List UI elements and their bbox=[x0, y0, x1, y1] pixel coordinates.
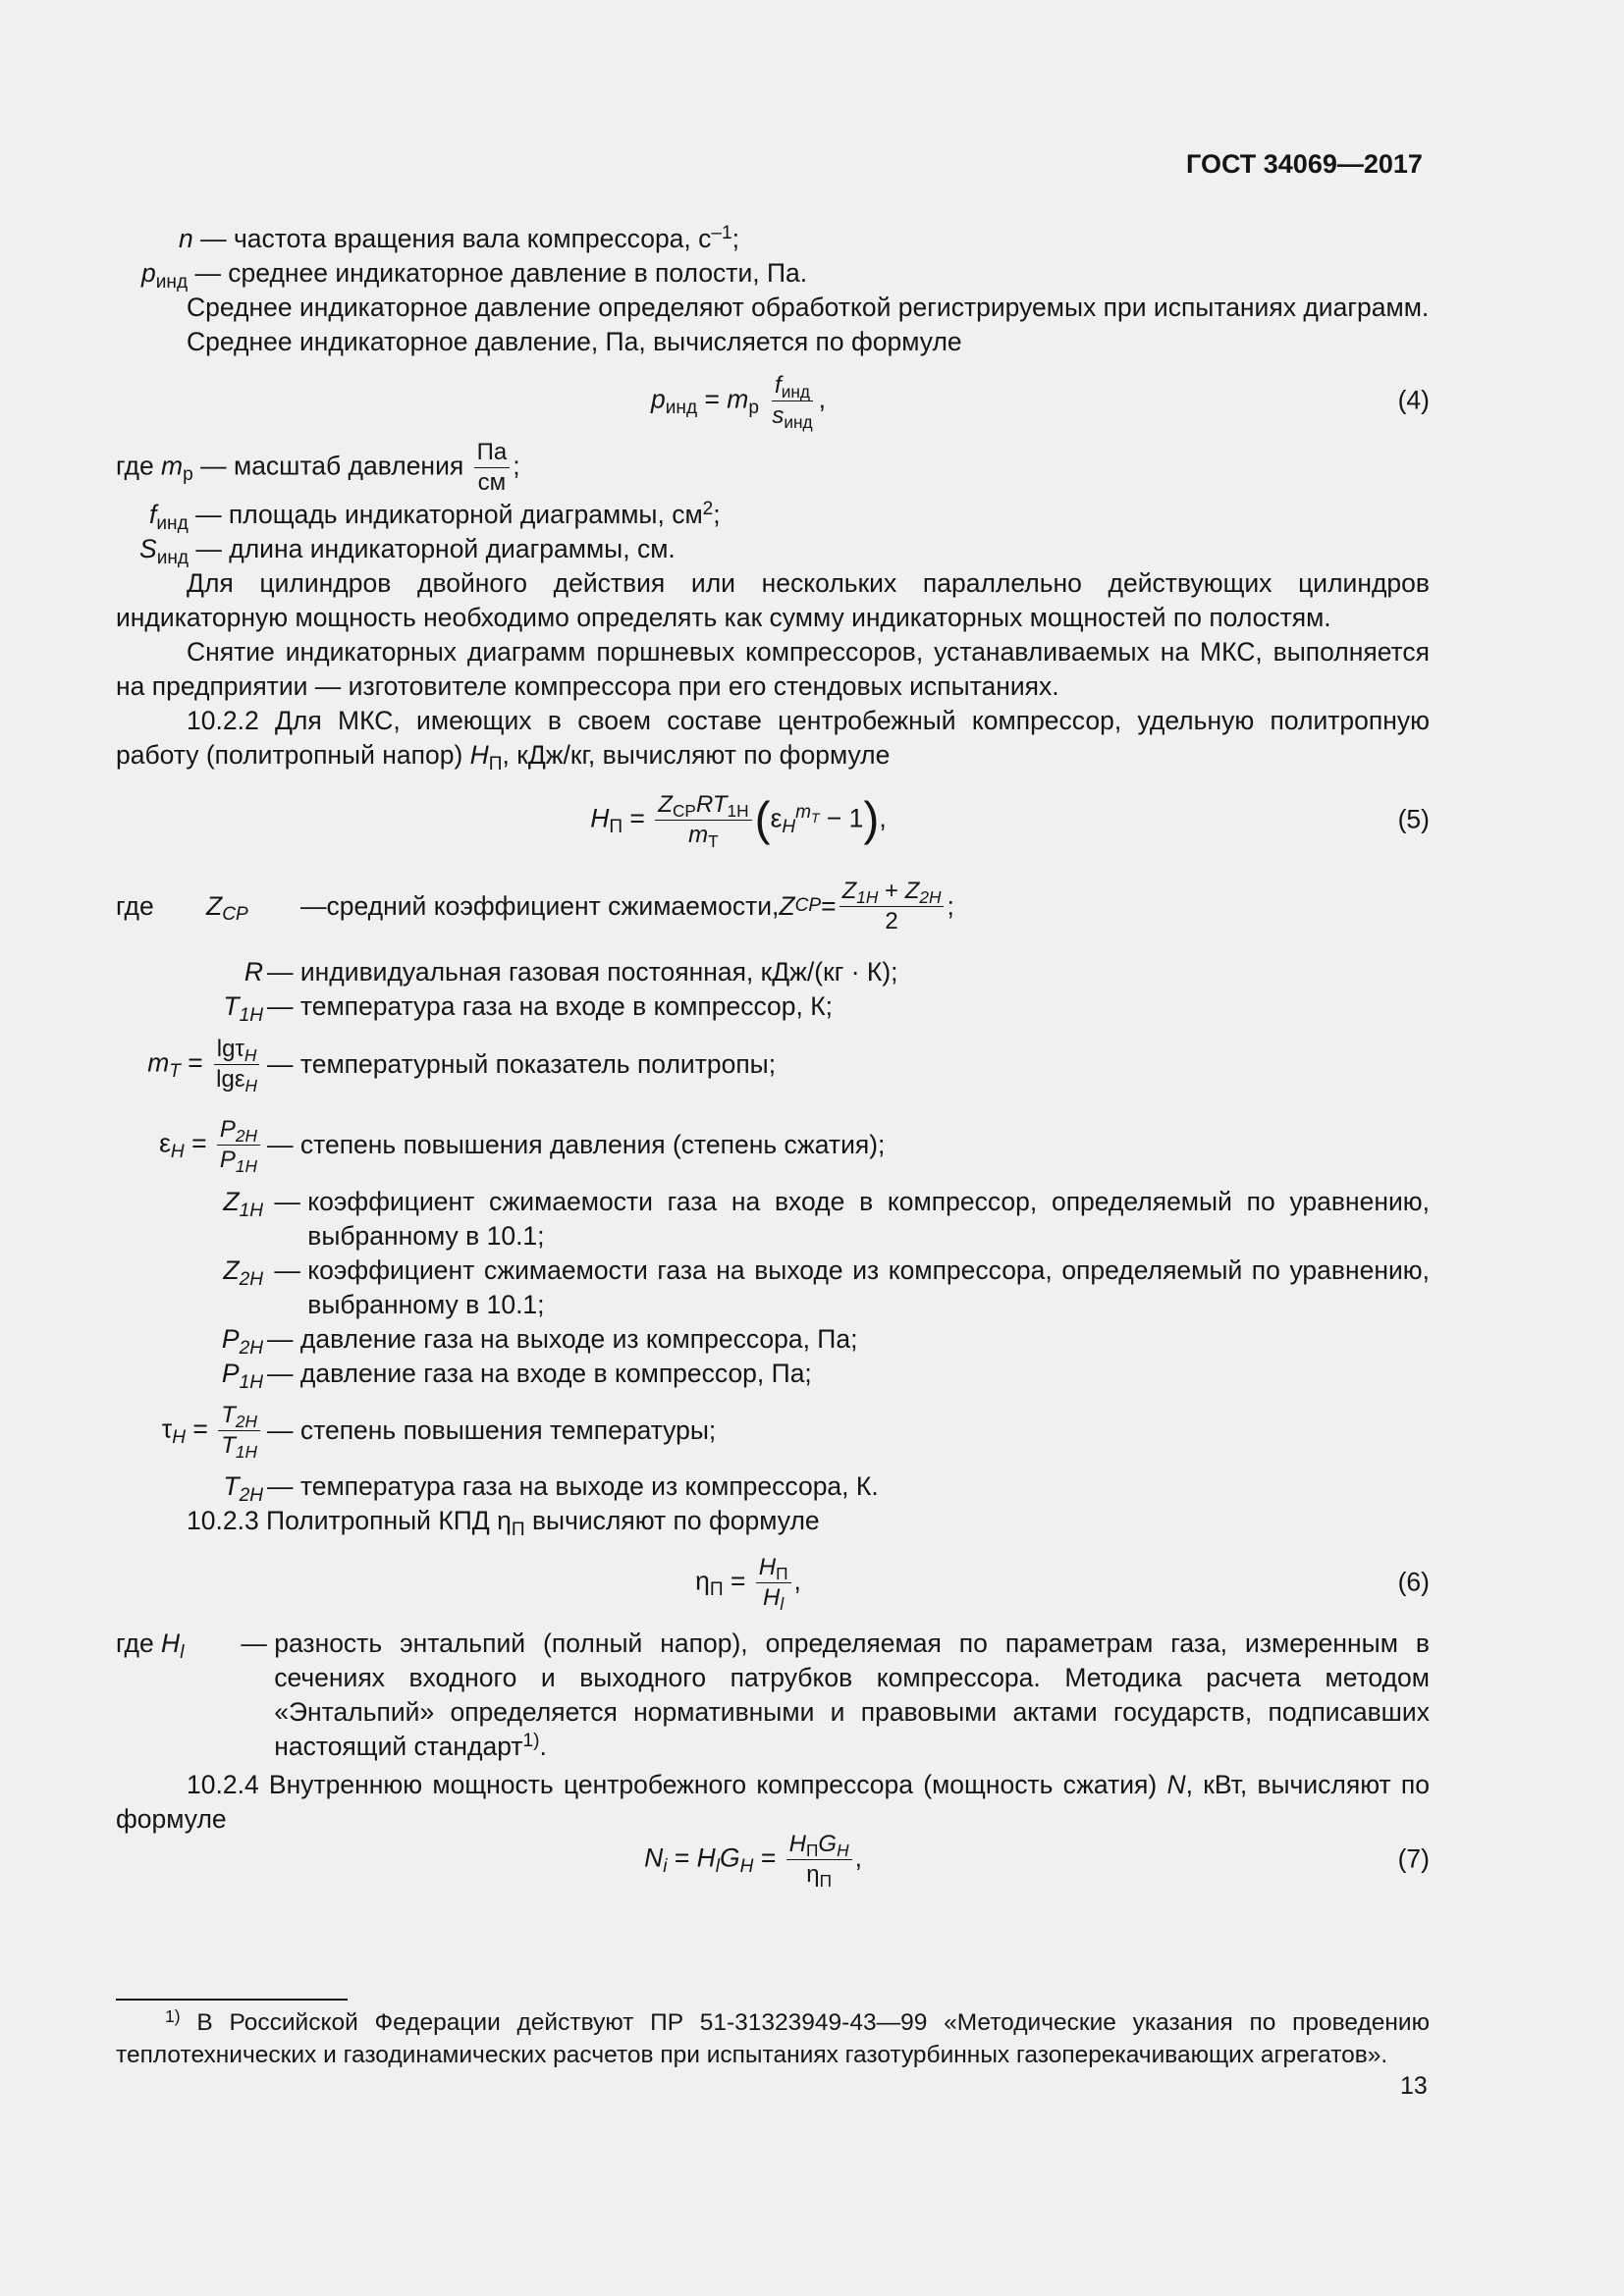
symbol: ε bbox=[159, 1128, 171, 1157]
text: вычисляют по формуле bbox=[524, 1506, 820, 1535]
subscript: 1H bbox=[239, 1371, 263, 1393]
footnote-mark: 1) bbox=[165, 2006, 181, 2027]
symbol: Z bbox=[841, 877, 857, 904]
equation-number: (7) bbox=[1397, 1843, 1430, 1874]
subscript: H bbox=[170, 1141, 185, 1162]
numerator bbox=[756, 1553, 791, 1583]
def-n bbox=[116, 222, 1430, 256]
punct: . bbox=[539, 1732, 547, 1761]
paragraph: Среднее индикаторное давление, Па, вычисляется по формуле bbox=[187, 327, 962, 356]
equation-number: (5) bbox=[1397, 804, 1430, 834]
subscript: i bbox=[663, 1855, 668, 1877]
equation-number: (6) bbox=[1397, 1567, 1430, 1597]
definition: — степень повышения давления (степень сжатия); bbox=[267, 1129, 886, 1159]
definition: — среднее индикаторное давление в полости, Па. bbox=[188, 258, 808, 288]
formula bbox=[651, 371, 826, 431]
definition: коэффициент сжимаемости газа на входе в компрессор, определяемый по уравнению, выбранному в 10.1; bbox=[307, 1187, 1430, 1251]
numerator: Па bbox=[474, 438, 511, 468]
symbol: f bbox=[775, 371, 782, 399]
operator: = bbox=[723, 1566, 753, 1595]
symbol-cell bbox=[116, 955, 267, 989]
operator: = bbox=[623, 803, 653, 832]
subscript: инд bbox=[155, 271, 189, 293]
paragraph bbox=[116, 1504, 1430, 1538]
footnote-divider bbox=[116, 1999, 348, 2001]
symbol: Z bbox=[223, 1187, 240, 1216]
punct: , bbox=[879, 803, 887, 832]
subscript: p bbox=[748, 397, 759, 418]
formula bbox=[590, 790, 887, 850]
def-z2 bbox=[116, 1254, 1430, 1322]
text: , кВт, вычисляют по формуле bbox=[116, 1770, 1430, 1834]
symbol: Z bbox=[904, 877, 920, 904]
def-z1 bbox=[116, 1185, 1430, 1254]
denominator: см bbox=[477, 469, 507, 496]
symbol: lgτ bbox=[216, 1035, 244, 1062]
symbol: H bbox=[469, 740, 489, 770]
subscript: H bbox=[837, 1840, 849, 1860]
numerator bbox=[217, 1115, 260, 1146]
def-tau bbox=[116, 1391, 1430, 1469]
page-number: 13 bbox=[1400, 2072, 1428, 2100]
symbol: η bbox=[806, 1860, 820, 1888]
subscript: П bbox=[709, 1578, 724, 1600]
symbol: G bbox=[818, 1830, 838, 1857]
def-p1 bbox=[116, 1357, 1430, 1391]
equation-5 bbox=[47, 773, 1430, 867]
subscript: l bbox=[715, 1855, 721, 1877]
symbol: ε bbox=[770, 803, 783, 832]
def-r bbox=[116, 955, 1430, 989]
subscript: П bbox=[806, 1840, 819, 1860]
denominator: 2 bbox=[885, 907, 898, 934]
symbol: H bbox=[758, 1553, 777, 1580]
denominator bbox=[803, 1860, 835, 1890]
subscript: П bbox=[488, 753, 503, 774]
symbol: H bbox=[696, 1842, 716, 1872]
symbol: m bbox=[147, 1047, 170, 1077]
def-mt bbox=[116, 1024, 1430, 1104]
subscript: 1H bbox=[235, 1155, 257, 1176]
symbol: H bbox=[788, 1830, 806, 1857]
subscript: П bbox=[819, 1870, 832, 1891]
subscript: CP bbox=[672, 800, 696, 821]
subscript: 1H bbox=[235, 1441, 257, 1462]
equation-6 bbox=[67, 1538, 1430, 1627]
punct: ; bbox=[713, 500, 721, 529]
exponent bbox=[795, 802, 820, 826]
def-hl bbox=[116, 1627, 1430, 1764]
definition bbox=[274, 1627, 1430, 1764]
symbol-cell bbox=[206, 889, 300, 924]
def-t2 bbox=[116, 1469, 1430, 1504]
symbol: Z bbox=[658, 790, 673, 818]
page-content bbox=[116, 222, 1430, 1894]
word: где bbox=[116, 890, 154, 921]
formula bbox=[644, 1830, 862, 1890]
symbol-cell bbox=[116, 1115, 267, 1175]
symbol: H bbox=[590, 803, 610, 832]
definition: — длина индикаторной диаграммы, см. bbox=[189, 534, 676, 563]
symbol: G bbox=[720, 1842, 740, 1872]
operator: = bbox=[697, 384, 728, 413]
paragraph: Среднее индикаторное давление определяют обработкой регистрируемых при испытаниях диаграмм. bbox=[187, 293, 1430, 322]
denominator bbox=[213, 1065, 260, 1095]
def-eps bbox=[116, 1104, 1430, 1185]
def-f bbox=[116, 498, 1430, 532]
punct: ; bbox=[513, 451, 520, 481]
subscript: H bbox=[244, 1044, 257, 1065]
standard-header: ГОСТ 34069—2017 bbox=[1186, 149, 1423, 179]
symbol-cell bbox=[116, 1469, 267, 1504]
punct: , bbox=[818, 384, 826, 413]
numerator bbox=[655, 790, 751, 821]
fraction bbox=[655, 790, 751, 850]
definition: — температура газа на входе в компрессор, К; bbox=[267, 991, 834, 1021]
symbol: T bbox=[223, 991, 240, 1021]
text: 10.2.2 Для МКС, имеющих в своем составе центробежный компрессор, удельную политропную работу (политропный напор) bbox=[116, 706, 1430, 770]
symbol: S bbox=[139, 534, 157, 563]
subscript: l bbox=[780, 1593, 785, 1614]
paren: ( bbox=[754, 793, 771, 845]
text: , кДж/кг, вычисляют по формуле bbox=[502, 740, 891, 770]
word: где bbox=[116, 1629, 162, 1658]
symbol-cell bbox=[116, 1401, 267, 1461]
subscript: H bbox=[172, 1426, 187, 1448]
fraction bbox=[213, 1035, 260, 1095]
paragraph: Для цилиндров двойного действия или нескольких параллельно действующих цилиндров индикаторную мощность необходимо определять как сумму индикаторных мощностей по полостям. bbox=[116, 568, 1430, 632]
subscript: 2H bbox=[919, 886, 942, 907]
subscript: H bbox=[739, 1855, 754, 1877]
text: 10.2.4 Внутреннюю мощность центробежного компрессора (мощность сжатия) bbox=[187, 1770, 1167, 1799]
superscript: 2 bbox=[702, 499, 714, 520]
word: где bbox=[116, 451, 162, 481]
subscript: 1H bbox=[239, 1200, 263, 1221]
symbol: P bbox=[219, 1146, 236, 1173]
fraction bbox=[474, 438, 511, 498]
symbol: n bbox=[179, 224, 193, 253]
symbol: m bbox=[727, 384, 749, 413]
subscript: 2H bbox=[239, 1337, 263, 1359]
symbol: η bbox=[695, 1566, 710, 1595]
operator: = bbox=[184, 1128, 214, 1157]
subscript: 1H bbox=[239, 1004, 263, 1026]
punct: ; bbox=[947, 890, 954, 921]
definition: — степень повышения температуры; bbox=[267, 1415, 717, 1445]
def-mp bbox=[116, 438, 1430, 498]
equation-7 bbox=[77, 1825, 1430, 1894]
paragraph: Снятие индикаторных диаграмм поршневых компрессоров, устанавливаемых на МКС, выполняется на предприятии — изготовителе компрессора при его стендовых испытаниях. bbox=[116, 637, 1430, 701]
subscript: инд bbox=[156, 512, 189, 534]
definition: — давление газа на выходе из компрессора, Па; bbox=[267, 1324, 858, 1354]
denominator bbox=[217, 1146, 260, 1175]
fraction bbox=[218, 1401, 260, 1461]
subscript: CP bbox=[222, 904, 248, 926]
symbol: Z bbox=[206, 890, 223, 921]
numerator bbox=[218, 1401, 260, 1431]
symbol-cell bbox=[116, 1254, 267, 1288]
subscript: инд bbox=[784, 411, 813, 432]
symbol: N bbox=[1166, 1770, 1186, 1799]
dash: — bbox=[267, 1255, 308, 1285]
denominator bbox=[769, 401, 815, 431]
subscript: 1H bbox=[856, 886, 879, 907]
operator: = bbox=[180, 1047, 211, 1077]
symbol: P bbox=[219, 1115, 236, 1143]
numerator bbox=[772, 371, 813, 401]
operator: + bbox=[878, 877, 905, 904]
subscript: 2H bbox=[239, 1484, 263, 1506]
punct: , bbox=[854, 1842, 862, 1872]
definition: — температурный показатель политропы; bbox=[267, 1048, 777, 1079]
def-s bbox=[116, 532, 1430, 566]
text: разность энтальпий (полный напор), определяемая по параметрам газа, измеренным в сечениях входного и выходного патрубков компрессора. Методика расчета методом «Энтальпий» определяется нормативными и правовыми актами государств, подписавших настоящий стандарт bbox=[274, 1629, 1430, 1761]
operator: = bbox=[667, 1842, 697, 1872]
text: 10.2.3 Политропный КПД η bbox=[187, 1506, 512, 1535]
symbol: T bbox=[223, 1471, 240, 1501]
symbol: H bbox=[161, 1629, 181, 1658]
paren: ) bbox=[863, 793, 880, 845]
symbol-cell bbox=[116, 1627, 234, 1661]
subscript: П bbox=[776, 1563, 788, 1583]
symbol: lgε bbox=[216, 1065, 245, 1093]
numerator bbox=[214, 1035, 260, 1065]
equation-4 bbox=[47, 359, 1430, 442]
symbol: p bbox=[651, 384, 666, 413]
def-p-ind bbox=[116, 256, 1430, 291]
definition: средний коэффициент сжимаемости, bbox=[326, 890, 780, 921]
fraction bbox=[786, 1830, 852, 1890]
denominator bbox=[685, 821, 722, 850]
dash: — bbox=[234, 1629, 275, 1658]
definition: — индивидуальная газовая постоянная, кДж/(кг · К); bbox=[267, 957, 898, 987]
symbol: m bbox=[688, 821, 709, 848]
numerator bbox=[839, 877, 945, 907]
numerator bbox=[786, 1830, 852, 1860]
symbol: P bbox=[221, 1324, 240, 1354]
subscript: T bbox=[169, 1060, 181, 1082]
footnote-ref: 1) bbox=[522, 1731, 540, 1752]
symbol: T bbox=[221, 1401, 236, 1428]
def-zcp: где $Z_{CP}$ — средний коэффициент сжимаемости, Z CP = $\frac{Z_{1H} + Z_{2H}}{2}$ ; bbox=[116, 877, 954, 934]
symbol: H bbox=[763, 1583, 781, 1611]
subscript: T bbox=[708, 830, 719, 851]
symbol: T bbox=[221, 1431, 236, 1459]
fraction bbox=[756, 1553, 791, 1613]
operator: − 1 bbox=[819, 803, 864, 832]
superscript: –1 bbox=[711, 223, 732, 244]
equation-number: (4) bbox=[1397, 385, 1430, 415]
subscript: инд bbox=[156, 547, 189, 568]
footnote-text: В Российской Федерации действуют ПР 51-31323949-43—99 «Методические указания по проведению теплотехнических и газодинамических расчетов при испытаниях газотурбинных газоперекачивающих агрегатов». bbox=[116, 2009, 1430, 2068]
subscript: П bbox=[609, 816, 623, 837]
subscript: T bbox=[811, 810, 820, 826]
subscript: l bbox=[180, 1641, 185, 1663]
subscript: П bbox=[511, 1519, 525, 1540]
dash: — bbox=[267, 1187, 308, 1216]
def-t1 bbox=[116, 989, 1430, 1024]
definition: — давление газа на входе в компрессор, Па; bbox=[267, 1359, 812, 1388]
footnote bbox=[116, 2006, 1430, 2071]
symbol-cell bbox=[116, 1035, 267, 1095]
symbol: Z bbox=[223, 1255, 240, 1285]
operator: = bbox=[821, 890, 837, 921]
symbol: s bbox=[772, 401, 785, 429]
paragraph bbox=[116, 704, 1430, 773]
symbol: m bbox=[161, 451, 184, 481]
symbol: τ bbox=[161, 1414, 173, 1443]
denominator bbox=[218, 1431, 260, 1461]
subscript: 2H bbox=[235, 1411, 257, 1431]
symbol-cell bbox=[116, 1322, 267, 1357]
symbol-cell bbox=[116, 1185, 267, 1219]
formula bbox=[695, 1553, 801, 1613]
definition: коэффициент сжимаемости газа на выходе из компрессора, определяемый по уравнению, выбранному в 10.1; bbox=[307, 1255, 1430, 1319]
fraction bbox=[769, 371, 815, 431]
operator: = bbox=[753, 1842, 784, 1872]
symbol: P bbox=[221, 1359, 240, 1388]
operator: = bbox=[186, 1414, 216, 1443]
fraction bbox=[217, 1115, 260, 1175]
symbol: R bbox=[244, 957, 263, 987]
symbol: f bbox=[149, 500, 157, 529]
subscript: H bbox=[782, 816, 796, 837]
def-p2 bbox=[116, 1322, 1430, 1357]
symbol: p bbox=[141, 258, 156, 288]
punct: ; bbox=[731, 224, 740, 253]
subscript: p bbox=[183, 464, 193, 486]
subscript: 2H bbox=[239, 1268, 263, 1290]
definition: — температура газа на выходе из компрессора, К. bbox=[267, 1471, 879, 1501]
subscript: 2H bbox=[235, 1125, 257, 1146]
symbol: Z bbox=[779, 890, 795, 921]
symbol-cell bbox=[116, 989, 267, 1024]
subscript: 1H bbox=[727, 800, 749, 821]
definition: — площадь индикаторной диаграммы, см bbox=[188, 500, 703, 529]
punct: , bbox=[793, 1566, 801, 1595]
symbol: m bbox=[795, 802, 812, 824]
definition: — масштаб давления bbox=[192, 451, 471, 481]
dash: — bbox=[300, 890, 327, 921]
subscript: инд bbox=[781, 381, 810, 401]
subscript: H bbox=[244, 1075, 257, 1095]
subscript: инд bbox=[665, 397, 698, 418]
symbol: RT bbox=[695, 790, 728, 818]
symbol-cell bbox=[116, 1357, 267, 1391]
definition: — частота вращения вала компрессора, с bbox=[192, 224, 712, 253]
denominator bbox=[760, 1583, 786, 1613]
fraction bbox=[839, 877, 945, 936]
symbol: N bbox=[644, 1842, 664, 1872]
